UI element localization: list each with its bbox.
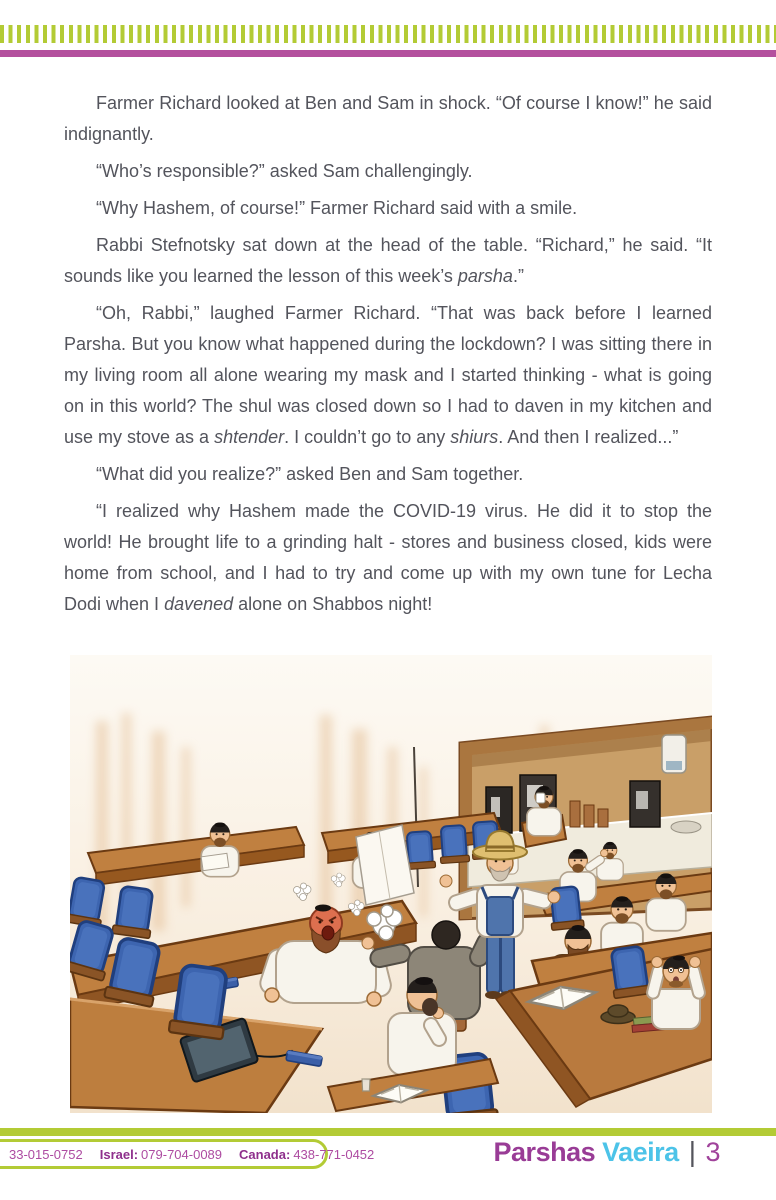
contact-pill [0,1139,375,1169]
header-stripe-pattern [0,25,776,43]
story-paragraph: “Why Hashem, of course!” Farmer Richard said with a smile. [96,198,578,218]
coffee-machine [630,781,660,827]
story-paragraph: “What did you realize?” asked Ben and Sam together. [96,464,524,484]
title-separator: | [688,1136,696,1167]
story-paragraph: Farmer Richard looked at Ben and Sam in shock. “Of course I know!” he said indignantly. [64,93,712,144]
bowl [671,821,701,833]
parsha-name-part1: Parshas [493,1137,596,1167]
wall-dispenser [662,735,686,773]
story-paragraph: “Who’s responsible?” asked Sam challengingly. [96,161,473,181]
story-paragraph: “Oh, Rabbi,” laughed Farmer Richard. “That was back before I learned Parsha. But you know what happened during the lockdown? I was sitting there in my living room all alone wearing my mask and I started thinking - what is going on in this world? The shul was closed down so I had to daven in my kitchen and use my stove as a shtender. I couldn’t go to any shiurs. And then I realized...” [64,303,712,447]
page-title [494,1136,720,1168]
page-number: 3 [705,1137,720,1167]
contact-usa: 33-015-0752 [9,1146,83,1162]
header-magenta-rule [0,50,776,57]
paper [201,853,229,870]
story-illustration [70,655,712,1113]
contact-canada: Canada: 438-771-0452 [239,1146,375,1162]
beis-medrash-scene [70,655,712,1113]
story-paragraph: Rabbi Stefnotsky sat down at the head of the table. “Richard,” he said. “It sounds like you learned the lesson of this week’s parsha.” [64,235,712,286]
footer-green-rule [0,1128,776,1136]
contact-israel: Israel: 079-704-0089 [99,1146,223,1162]
story-text [64,88,712,626]
distressed-man [646,956,706,1030]
story-paragraph: “I realized why Hashem made the COVID-19 virus. He did it to stop the world! He brought life to a grinding halt - stores and business closed, kids were home from school, and I had to try and come up with my own tune for Lecha Dodi when I davened alone on Shabbos night! [64,501,712,614]
parsha-name-part2: Vaeira [602,1137,679,1167]
